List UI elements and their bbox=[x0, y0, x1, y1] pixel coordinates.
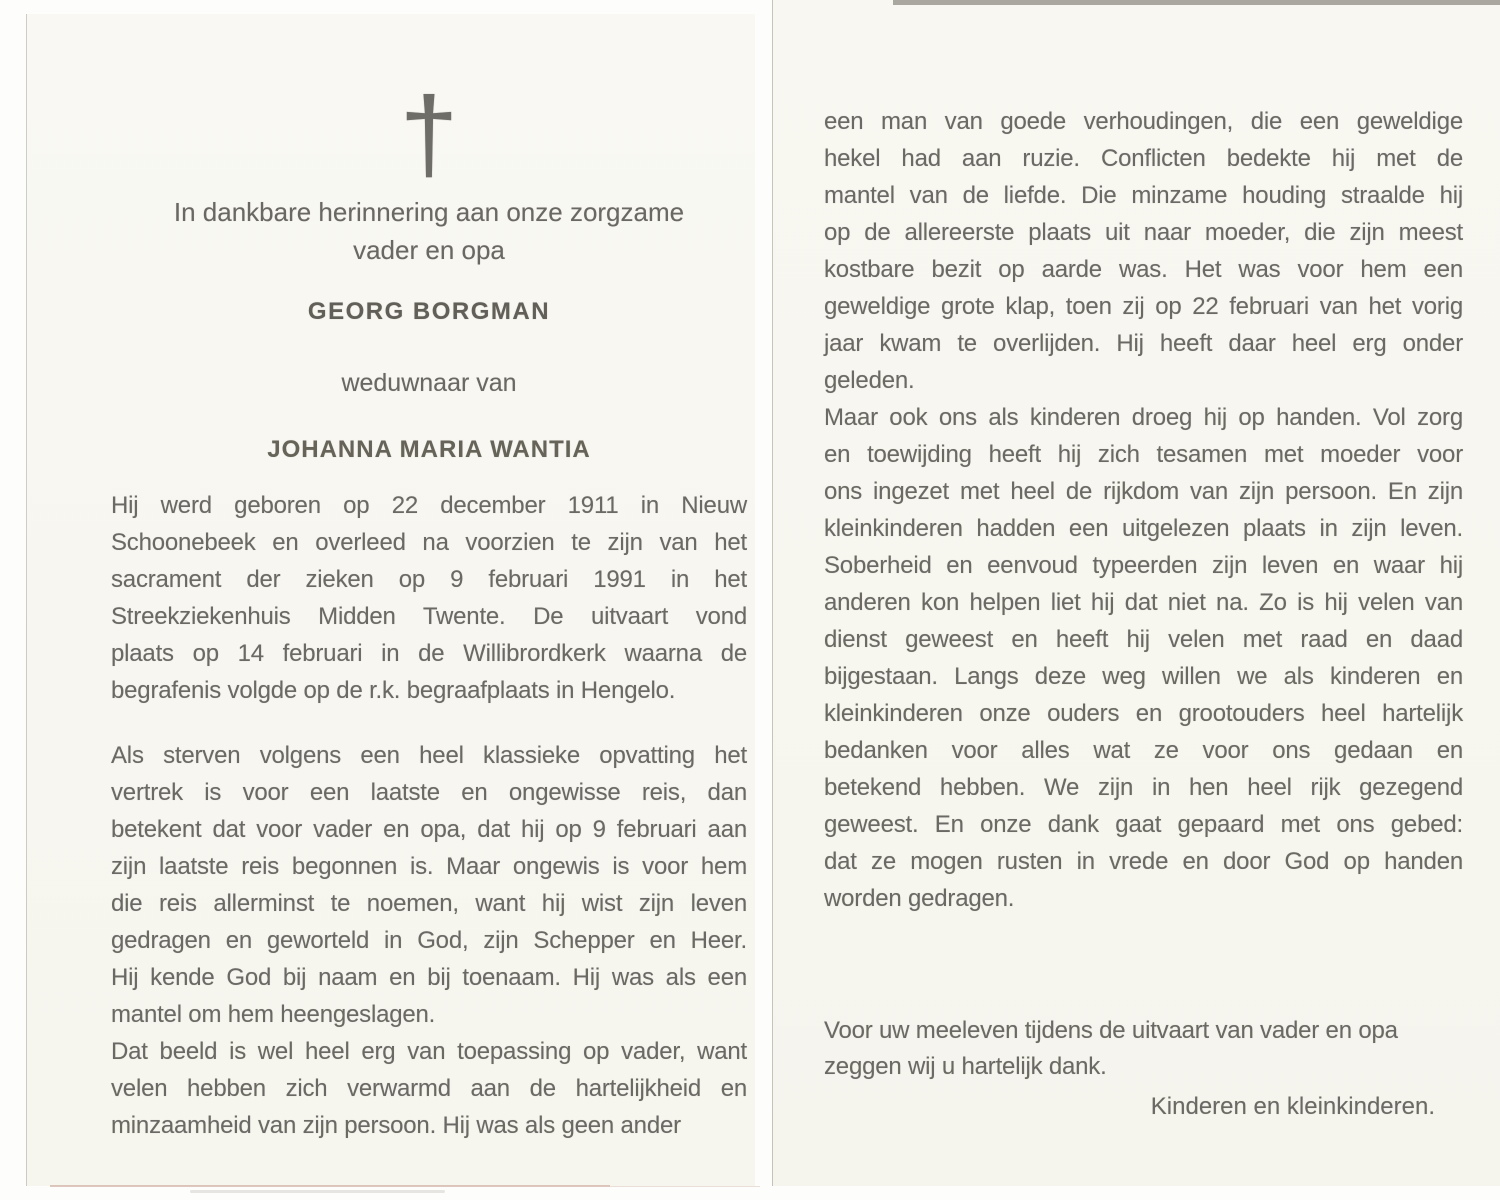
text-line: en toewijding heeft hij zich tesamen met moeder voor bbox=[824, 441, 1463, 468]
scan-artifact-bottom-line-ext bbox=[610, 1186, 760, 1187]
text-line: mantel om hem heengeslagen. bbox=[111, 1001, 436, 1028]
intro-text bbox=[111, 193, 747, 269]
text-line: geweest. En onze dank gaat gepaard met ons gebed: bbox=[824, 811, 1463, 838]
text-line: bijgestaan. Langs deze weg willen we als kinderen en bbox=[824, 663, 1463, 690]
text-line: Dat beeld is wel heel erg van toepassing op vader, want bbox=[111, 1038, 747, 1065]
intro-line-2: vader en opa bbox=[353, 235, 505, 265]
memorial-card-right-page bbox=[772, 0, 1500, 1186]
text-line: minzaamheid van zijn persoon. Hij was als geen ander bbox=[111, 1112, 681, 1139]
text-line: mantel van de liefde. Die minzame houding straalde hij bbox=[824, 182, 1463, 209]
text-line: dat ze mogen rusten in vrede en door God op handen bbox=[824, 848, 1463, 875]
text-line: anderen kon helpen liet hij dat niet na. Zo is hij velen van bbox=[824, 589, 1463, 616]
text-line: ons ingezet met heel de rijkdom van zijn persoon. En zijn bbox=[824, 478, 1463, 505]
text-line: die reis allerminst te noemen, want hij wist zijn leven bbox=[111, 890, 747, 917]
text-line: Soberheid en eenvoud typeerden zijn leven en waar hij bbox=[824, 552, 1463, 579]
text-line: betekend hebben. We zijn in hen heel rijk gezegend bbox=[824, 774, 1463, 801]
text-line: Voor uw meeleven tijdens de uitvaart van vader en opa bbox=[824, 1017, 1398, 1044]
relation-label: weduwnaar van bbox=[341, 369, 517, 397]
text-line: plaats op 14 februari in de Willibrordkerk waarna de bbox=[111, 640, 747, 667]
text-line: hekel had aan ruzie. Conflicten bedekte hij met de bbox=[824, 145, 1463, 172]
text-line: Als sterven volgens een heel klassieke opvatting het bbox=[111, 742, 747, 769]
scan-artifact-top-strip bbox=[893, 0, 1500, 5]
spouse-name: JOHANNA MARIA WANTIA bbox=[267, 436, 591, 463]
text-line: sacrament der zieken op 9 februari 1991 in het bbox=[111, 566, 747, 593]
text-line: een man van goede verhoudingen, die een geweldige bbox=[824, 108, 1463, 135]
intro-line-1: In dankbare herinnering aan onze zorgzame bbox=[173, 197, 685, 227]
scan-artifact-bottom-line bbox=[50, 1185, 610, 1187]
signature-line: Kinderen en kleinkinderen. bbox=[1150, 1093, 1435, 1120]
text-line: zeggen wij u hartelijk dank. bbox=[824, 1053, 1107, 1080]
text-line: worden gedragen. bbox=[824, 885, 1015, 912]
text-line: vertrek is voor een laatste en ongewisse reis, dan bbox=[111, 779, 747, 806]
cross-icon: † bbox=[399, 76, 459, 193]
text-line: gedragen en geworteld in God, zijn Schepper en Heer. bbox=[111, 927, 747, 954]
text-line: dienst geweest en heeft hij velen met raad en daad bbox=[824, 626, 1463, 653]
text-line: Hij kende God bij naam en bij toenaam. Hij was als een bbox=[111, 964, 747, 991]
text-line: kleinkinderen onze ouders en grootouders heel hartelijk bbox=[824, 700, 1463, 727]
text-line: geweldige grote klap, toen zij op 22 februari van het vorig bbox=[824, 293, 1463, 320]
text-line: Schoonebeek en overleed na voorzien te zijn van het bbox=[111, 529, 747, 556]
text-line: kleinkinderen hadden een uitgelezen plaats in zijn leven. bbox=[824, 515, 1463, 542]
scan-artifact-smudge bbox=[190, 1190, 445, 1193]
text-line: kostbare bezit op aarde was. Het was voor hem een bbox=[824, 256, 1463, 283]
text-line: Hij werd geboren op 22 december 1911 in Nieuw bbox=[111, 492, 747, 519]
text-line: begrafenis volgde op de r.k. begraafplaats in Hengelo. bbox=[111, 677, 676, 704]
text-line: jaar kwam te overlijden. Hij heeft daar heel erg onder bbox=[824, 330, 1463, 357]
text-line: Maar ook ons als kinderen droeg hij op handen. Vol zorg bbox=[824, 404, 1463, 431]
paragraph-family-thanks bbox=[824, 399, 1463, 917]
text-line: op de allereerste plaats uit naar moeder, die zijn meest bbox=[824, 219, 1463, 246]
text-line: zijn laatste reis begonnen is. Maar ongewis is voor hem bbox=[111, 853, 747, 880]
paragraph-character bbox=[111, 1033, 747, 1144]
memorial-card-left-page bbox=[26, 14, 755, 1186]
text-line: geleden. bbox=[824, 367, 915, 394]
text-line: velen hebben zich verwarmd aan de hartelijkheid en bbox=[111, 1075, 747, 1102]
deceased-name: GEORG BORGMAN bbox=[307, 298, 551, 325]
text-line: betekent dat voor vader en opa, dat hij op 9 februari aan bbox=[111, 816, 747, 843]
paragraph-peacemaker bbox=[824, 103, 1463, 399]
paragraph-biography bbox=[111, 487, 747, 709]
text-line: Streekziekenhuis Midden Twente. De uitvaart vond bbox=[111, 603, 747, 630]
closing-thanks bbox=[824, 1013, 1463, 1085]
paragraph-journey bbox=[111, 737, 747, 1033]
text-line: bedanken voor alles wat ze voor ons gedaan en bbox=[824, 737, 1463, 764]
